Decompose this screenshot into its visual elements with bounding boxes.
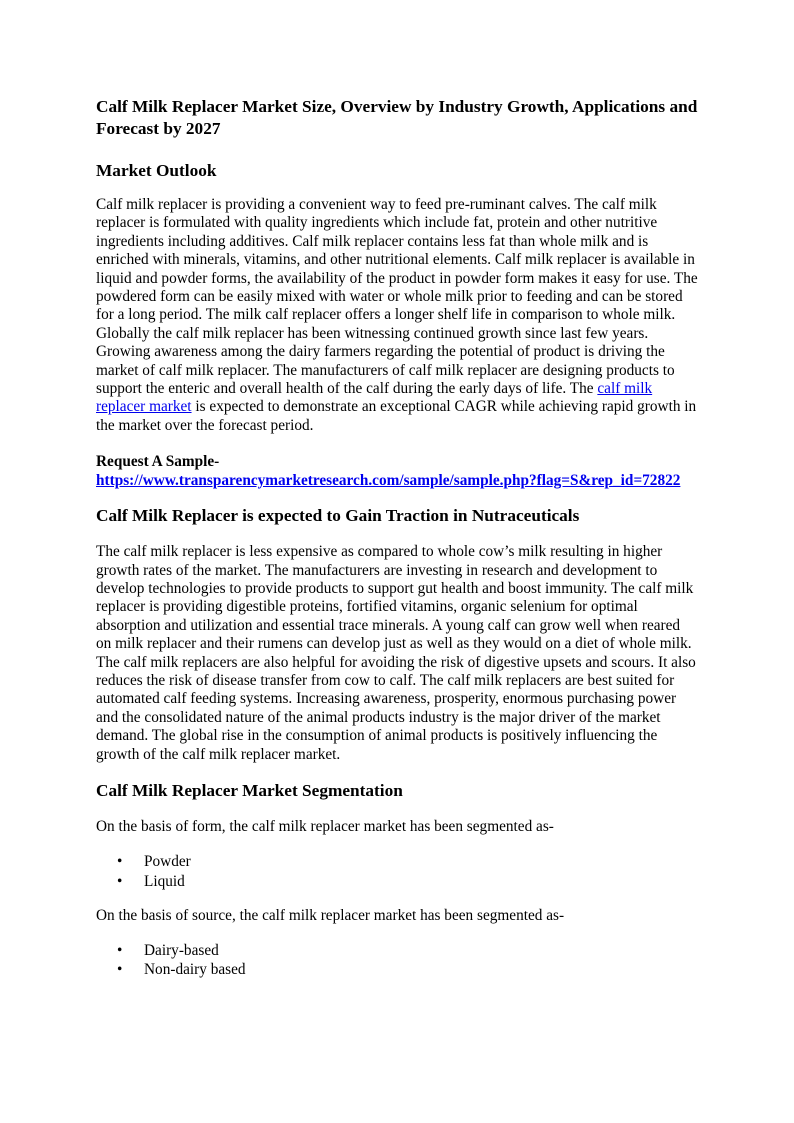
form-item-liquid: Liquid	[144, 872, 185, 890]
sample-request-label: Request A Sample-	[96, 453, 220, 471]
list-item	[96, 941, 698, 960]
sample-request-block	[96, 453, 698, 490]
source-item-non-dairy-based: Non-dairy based	[144, 961, 246, 979]
document-page	[96, 96, 698, 980]
list-item	[96, 872, 698, 891]
market-outlook-paragraph	[96, 196, 698, 435]
sample-request-link[interactable]: https://www.transparencymarketresearch.com/sample/sample.php?flag=S&rep_id=72822	[96, 471, 681, 489]
list-item	[96, 852, 698, 871]
market-outlook-text-before-link: Calf milk replacer is providing a convenient way to feed pre-ruminant calves. The calf milk replacer is formulated with quality ingredients which include fat, protein and other nutritive ingredients including additives. Calf milk replacer contains less fat than whole milk and is enriched with minerals, vitamins, and other nutritional elements. Calf milk replacer is available in liquid and powder forms, the availability of the product in powder form makes it easy for use. The powdered form can be easily mixed with water or whole milk prior to feeding and can be stored for a long period. The milk calf replacer offers a longer shelf life in comparison to whole milk. Globally the calf milk replacer has been witnessing continued growth since last few years. Growing awareness among the dairy farmers regarding the potential of product is driving the market of calf milk replacer. The manufacturers of calf milk replacer are designing products to support the enteric and overall health of the calf during the early days of life. The	[96, 196, 698, 398]
segmentation-heading: Calf Milk Replacer Market Segmentation	[96, 780, 403, 800]
source-segment-list	[96, 941, 698, 979]
source-item-dairy-based: Dairy-based	[144, 942, 219, 960]
market-outlook-heading: Market Outlook	[96, 161, 217, 180]
bullet-icon: •	[117, 872, 123, 890]
bullet-icon: •	[117, 853, 123, 871]
form-item-powder: Powder	[144, 853, 191, 871]
nutraceuticals-heading: Calf Milk Replacer is expected to Gain Traction in Nutraceuticals	[96, 506, 580, 526]
document-title: Calf Milk Replacer Market Size, Overview by Industry Growth, Applications and Forecast by 2027	[96, 97, 698, 138]
market-outlook-text-after-link: is expected to demonstrate an exceptional CAGR while achieving rapid growth in the market over the forecast period.	[96, 398, 697, 434]
form-segment-list	[96, 852, 698, 890]
source-segmentation-intro: On the basis of source, the calf milk replacer market has been segmented as-	[96, 906, 565, 924]
list-item	[96, 960, 698, 979]
calf-milk-replacer-market-link[interactable]: calf milk replacer market	[96, 380, 653, 416]
form-segmentation-intro: On the basis of form, the calf milk replacer market has been segmented as-	[96, 817, 554, 835]
nutraceuticals-paragraph: The calf milk replacer is less expensive as compared to whole cow’s milk resulting in higher growth rates of the market. The manufacturers are investing in research and development to develop technologies to provide products to support gut health and boost immunity. The calf milk replacer is providing digestible proteins, fortified vitamins, organic selenium for optimal absorption and utilization and essential trace minerals. A young calf can grow well when reared on milk replacer and their rumens can develop just as well as they would on a diet of whole milk. The calf milk replacers are also helpful for avoiding the risk of digestive upsets and scours. It also reduces the risk of disease transfer from cow to calf. The calf milk replacers are best suited for automated calf feeding systems. Increasing awareness, prosperity, enormous purchasing power and the consolidated nature of the animal products industry is the major driver of the market demand. The global rise in the consumption of animal products is positively influencing the growth of the calf milk replacer market.	[96, 543, 696, 763]
bullet-icon: •	[117, 942, 123, 960]
bullet-icon: •	[117, 961, 123, 979]
